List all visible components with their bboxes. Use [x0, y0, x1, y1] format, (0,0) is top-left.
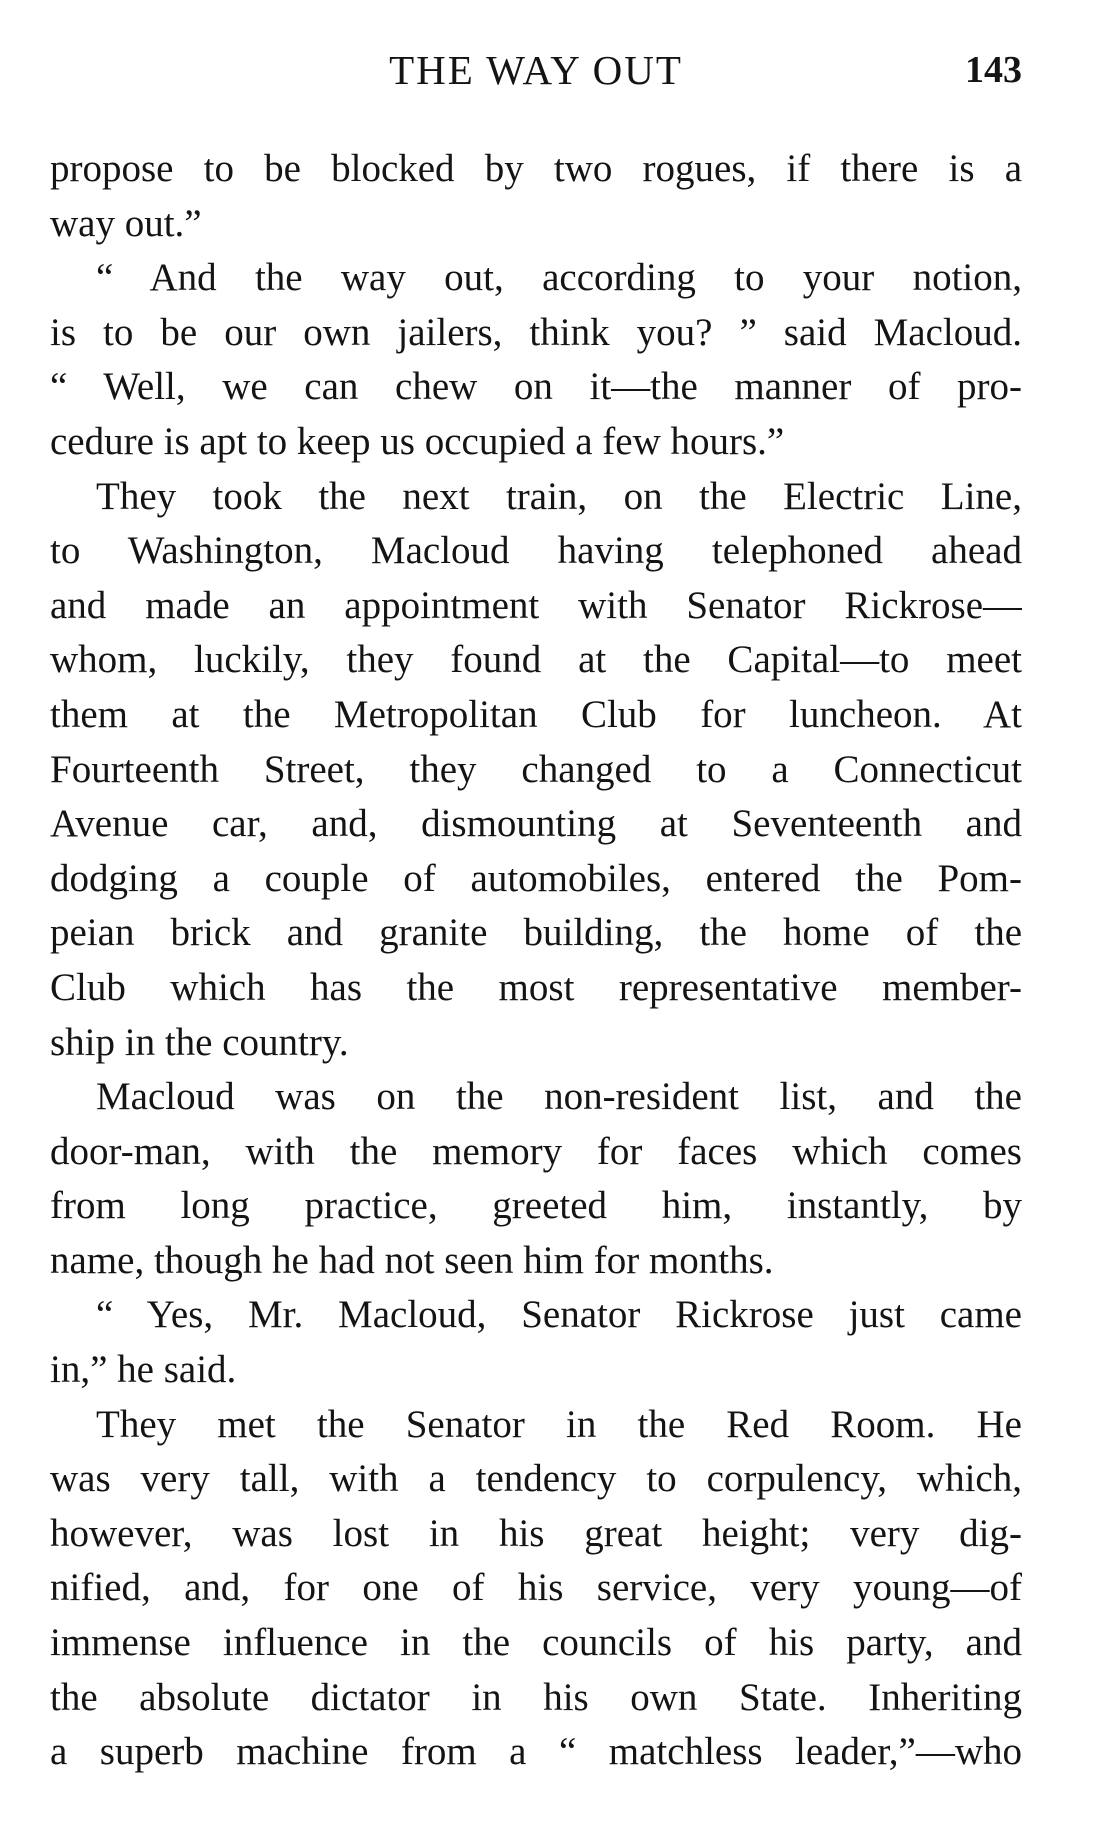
text-line: nified, and, for one of his service, very young—of — [50, 1566, 1022, 1610]
text-line: Avenue car, and, dismounting at Seventeenth and — [50, 802, 1022, 846]
text-line: “ Yes, Mr. Macloud, Senator Rickrose just came — [96, 1293, 1022, 1337]
text-line: They took the next train, on the Electric Line, — [96, 474, 1022, 518]
text-line: is to be our own jailers, think you? ” said Macloud. — [50, 310, 1022, 354]
running-head: THE WAY OUT — [389, 47, 683, 93]
text-line: the absolute dictator in his own State. Inheriting — [50, 1675, 1022, 1719]
text-line: them at the Metropolitan Club for luncheon. At — [50, 692, 1022, 736]
text-line: a superb machine from a “ matchless leader,”—who — [50, 1730, 1022, 1774]
text-line: whom, luckily, they found at the Capital—to meet — [50, 638, 1022, 682]
text-line: They met the Senator in the Red Room. He — [96, 1402, 1022, 1446]
page-header — [50, 40, 1022, 100]
text-line: ship in the country. — [50, 1020, 349, 1064]
text-line: immense influence in the councils of his party, and — [50, 1621, 1022, 1665]
text-line: name, though he had not seen him for months. — [50, 1238, 774, 1282]
paragraph — [50, 142, 1022, 251]
text-line: Fourteenth Street, they changed to a Connecticut — [50, 747, 1022, 791]
text-line: Club which has the most representative member- — [50, 965, 1022, 1009]
text-line: to Washington, Macloud having telephoned ahead — [50, 529, 1022, 573]
text-line: dodging a couple of automobiles, entered the Pom- — [50, 856, 1022, 900]
text-line: propose to be blocked by two rogues, if there is a — [50, 147, 1022, 190]
paragraph — [50, 1288, 1022, 1397]
text-line: and made an appointment with Senator Rickrose— — [50, 583, 1022, 627]
paragraph — [50, 1070, 1022, 1288]
paragraph — [50, 1398, 1022, 1780]
text-line: from long practice, greeted him, instantly, by — [50, 1184, 1022, 1228]
body-text — [50, 142, 1022, 1780]
text-line: way out.” — [50, 201, 202, 245]
text-line: cedure is apt to keep us occupied a few hours.” — [50, 419, 785, 463]
text-line: peian brick and granite building, the home of the — [50, 911, 1022, 955]
paragraph — [50, 251, 1022, 469]
paragraph — [50, 470, 1022, 1071]
text-line: “ Well, we can chew on it—the manner of pro- — [50, 365, 1022, 409]
text-line: Macloud was on the non-resident list, and the — [96, 1075, 1022, 1119]
text-line: in,” he said. — [50, 1348, 237, 1392]
text-line: door-man, with the memory for faces which comes — [50, 1129, 1022, 1173]
text-line: “ And the way out, according to your notion, — [96, 256, 1022, 300]
text-line: was very tall, with a tendency to corpulency, which, — [50, 1457, 1022, 1501]
text-line: however, was lost in his great height; very dig- — [50, 1511, 1022, 1555]
page-number: 143 — [965, 49, 1022, 91]
